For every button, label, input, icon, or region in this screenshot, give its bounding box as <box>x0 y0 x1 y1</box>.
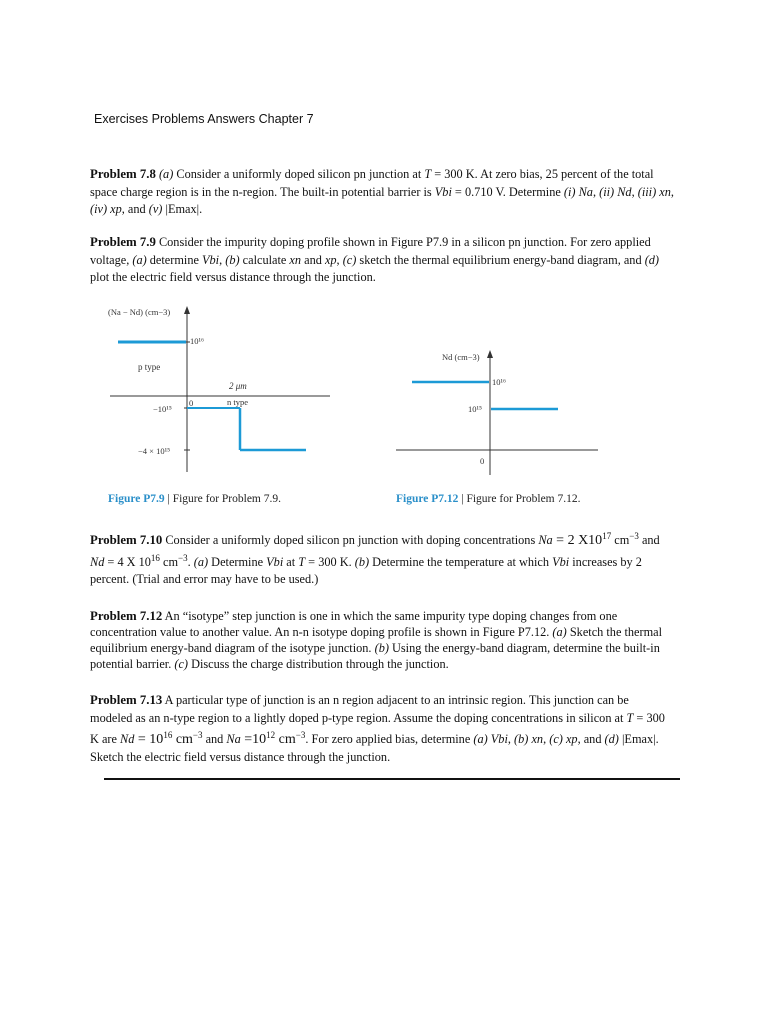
figure-p7-12 <box>390 340 610 480</box>
text: at <box>283 554 299 569</box>
text: , and <box>121 202 149 216</box>
text: = 2 X10 <box>552 533 603 549</box>
text: Using the energy-band diagram, determine the built-in potential barrier. <box>90 641 660 671</box>
symbol-T: T <box>424 167 432 181</box>
text: . <box>187 554 194 569</box>
fig79-ylabel: (Na − Nd) (cm−3) <box>108 307 171 317</box>
text: cm <box>172 732 193 748</box>
fig712-y-top-label: 10¹⁶ <box>492 377 507 387</box>
part-iv: (iv) <box>90 202 108 216</box>
symbol-xn: xn <box>289 252 302 267</box>
symbol-Nd: Nd <box>90 554 105 569</box>
symbol-xp: xp <box>324 252 337 267</box>
fig79-ptype-label: p type <box>138 362 161 372</box>
fig79-origin-label: 0 <box>189 398 194 408</box>
symbol-Na: Na <box>575 184 593 199</box>
symbol-Nd: Nd <box>614 184 632 199</box>
text: and <box>638 533 660 548</box>
problem-7-12 <box>90 608 674 672</box>
text: Determine <box>208 554 267 569</box>
symbol-Vbi: Vbi <box>487 732 508 747</box>
fig79-y-low-label: −4 × 10¹⁵ <box>138 446 171 456</box>
part-d: (d) <box>644 252 660 267</box>
exponent: 17 <box>602 531 612 541</box>
text: and <box>301 252 325 267</box>
fig712-ylabel: Nd (cm−3) <box>442 352 480 362</box>
caption-p7-9-text: | Figure for Problem 7.9. <box>164 493 281 505</box>
fig79-y-arrow <box>184 306 190 314</box>
caption-p7-12-label: Figure P7.12 <box>396 493 459 505</box>
symbol-xp: xp <box>562 732 578 747</box>
problem-7-8-label: Problem 7.8 <box>90 167 156 181</box>
part-a: (a) <box>473 732 488 747</box>
exponent: −3 <box>629 531 639 541</box>
text: plot the electric field versus distance through the junction. <box>90 270 376 284</box>
part-a: (a) <box>158 167 174 181</box>
exponent: −3 <box>295 730 306 740</box>
symbol-Na: Na <box>538 533 553 548</box>
symbol-Nd: Nd <box>120 732 135 747</box>
text: cm <box>159 554 179 569</box>
fig712-y-mid-label: 10¹⁵ <box>468 404 483 414</box>
symbol-xp: xp <box>107 202 122 216</box>
problem-7-13-label: Problem 7.13 <box>90 693 163 707</box>
fig712-y-arrow <box>487 350 493 358</box>
horizontal-rule <box>104 778 680 780</box>
text: = 0.710 V. Determine <box>451 184 564 199</box>
symbol-T: T <box>626 710 634 725</box>
part-c: (c) <box>174 657 188 671</box>
part-i: (i) <box>563 184 576 199</box>
fig79-width-label: 2 μm <box>229 381 247 391</box>
text: Sketch the thermal equilibrium energy-band diagram of the isotype junction. <box>90 625 663 655</box>
text: , and <box>577 732 605 747</box>
text: = 10 <box>134 732 164 748</box>
part-a: (a) <box>132 252 147 267</box>
symbol-T: T <box>298 554 306 569</box>
exponent: 16 <box>163 730 173 740</box>
symbol-Emax: |Emax|. <box>162 202 203 216</box>
text: = 4 X 10 <box>104 554 151 569</box>
part-v: (v) <box>148 202 163 216</box>
part-c: (c) <box>549 732 563 747</box>
symbol-Na: Na <box>226 732 241 747</box>
text: = 300 K. <box>305 554 355 569</box>
problem-7-10-label: Problem 7.10 <box>90 533 163 548</box>
text: Determine the temperature at which <box>369 554 553 569</box>
text: A particular type of junction is an n region adjacent to an intrinsic region. This junction can be modeled as an n-type region to a lightly doped p-type region. Assume the doping concentrations in silicon at <box>90 693 629 725</box>
figure-p7-9 <box>100 300 340 490</box>
problem-7-8: Problem 7.8 (a) Consider a uniformly doped silicon pn junction at T = 300 K. At zero bias, 25 percent of the total space charge region is in the n-region. The built-in potential barrier is Vbi = 0.710 V. Determine (i) Na, (ii) Nd, (iii) xn, (iv) xp, and (v) |Emax|. <box>90 167 674 216</box>
symbol-Vbi: Vbi <box>434 184 452 199</box>
symbol-Vbi: Vbi <box>266 554 284 569</box>
text: . Sketch the electric field versus distance through the junction. <box>90 732 659 764</box>
part-a: (a) <box>552 625 567 639</box>
exponent: −3 <box>178 552 188 563</box>
problem-7-10 <box>90 528 674 589</box>
text: = 300 K. At zero bias, 25 percent of the total space charge region is in the n-region. The built-in potential barrier is <box>90 167 654 199</box>
text: = 300 K are <box>90 710 665 747</box>
part-b: (b) <box>374 641 389 655</box>
caption-p7-9 <box>108 493 281 505</box>
problem-7-9: Problem 7.9 Consider the impurity doping profile shown in Figure P7.9 in a silicon pn junction. For zero applied voltage, (a) determine Vbi, (b) calculate xn and xp, (c) sketch the thermal equilibrium energy-band diagram, and (d) plot the electric field versus distance through the junction. <box>90 235 660 284</box>
text: and <box>202 732 227 747</box>
caption-p7-12 <box>396 493 581 505</box>
problem-7-13: Problem 7.13 A particular type of junction is an n region adjacent to an intrinsic region. This junction can be modeled as an n-type region to a lightly doped p-type region. Assume the doping concentrations in silicon at T = 300 K are $Nd = 10^{16}$ $cm^{-3}$ and $Na =10^{12}$ $cm^{-3}$. For zero applied bias, determine (a) Vbi, (b) xn, (c) xp, and (d) |Emax|. Sketch the electric field versus distance through the junction. <box>90 693 665 764</box>
text: Consider a uniformly doped silicon pn junction at <box>173 167 425 181</box>
problem-7-12-label: Problem 7.12 <box>90 609 163 623</box>
text: Discuss the charge distribution through the junction. <box>188 657 449 671</box>
text: cm <box>275 732 296 748</box>
text: increases by 2 percent. (Trial and error may have to be used.) <box>90 554 642 587</box>
text: . For zero applied bias, determine <box>305 732 474 747</box>
problem-7-9-label: Problem 7.9 <box>90 235 156 249</box>
symbol-Vbi: Vbi <box>552 554 570 569</box>
text: =10 <box>240 732 267 748</box>
exponent: 16 <box>150 552 160 563</box>
caption-p7-12-text: | Figure for Problem 7.12. <box>458 493 581 505</box>
part-c: (c) <box>342 252 357 267</box>
fig79-y-top-label: 10¹⁶ <box>190 336 205 346</box>
text: Consider a uniformly doped silicon pn junction with doping concentrations <box>162 533 539 548</box>
part-d: (d) <box>604 732 619 747</box>
part-b: (b) <box>514 732 529 747</box>
symbol-xn: xn <box>659 184 671 199</box>
fig79-ntype-label: n type <box>227 397 249 407</box>
exponent: −3 <box>192 730 203 740</box>
part-a: (a) <box>193 554 209 569</box>
part-iii: (iii) <box>637 184 657 199</box>
exponent: 12 <box>266 730 276 740</box>
text: determine <box>146 252 202 267</box>
text: An “isotype” step junction is one in which the same impurity type doping changes from one concentration value to another value. An n-n isotype doping profile is shown in Figure P7.12. <box>90 609 618 639</box>
symbol-Vbi: Vbi <box>202 252 220 267</box>
text: calculate <box>239 252 290 267</box>
page-heading: Exercises Problems Answers Chapter 7 <box>94 112 314 126</box>
symbol-Emax: |Emax| <box>618 732 656 747</box>
fig79-y-mid-label: −10¹⁵ <box>153 404 172 414</box>
part-b: (b) <box>225 252 240 267</box>
text: sketch the thermal equilibrium energy-band diagram, and <box>356 252 645 267</box>
symbol-xn: xn <box>528 732 544 747</box>
caption-p7-9-label: Figure P7.9 <box>108 493 165 505</box>
text: Consider the impurity doping profile shown in Figure P7.9 in a silicon pn junction. For zero applied voltage, <box>90 235 651 267</box>
fig712-origin-label: 0 <box>480 456 485 466</box>
part-b: (b) <box>354 554 370 569</box>
part-ii: (ii) <box>599 184 615 199</box>
text: cm <box>611 533 630 548</box>
